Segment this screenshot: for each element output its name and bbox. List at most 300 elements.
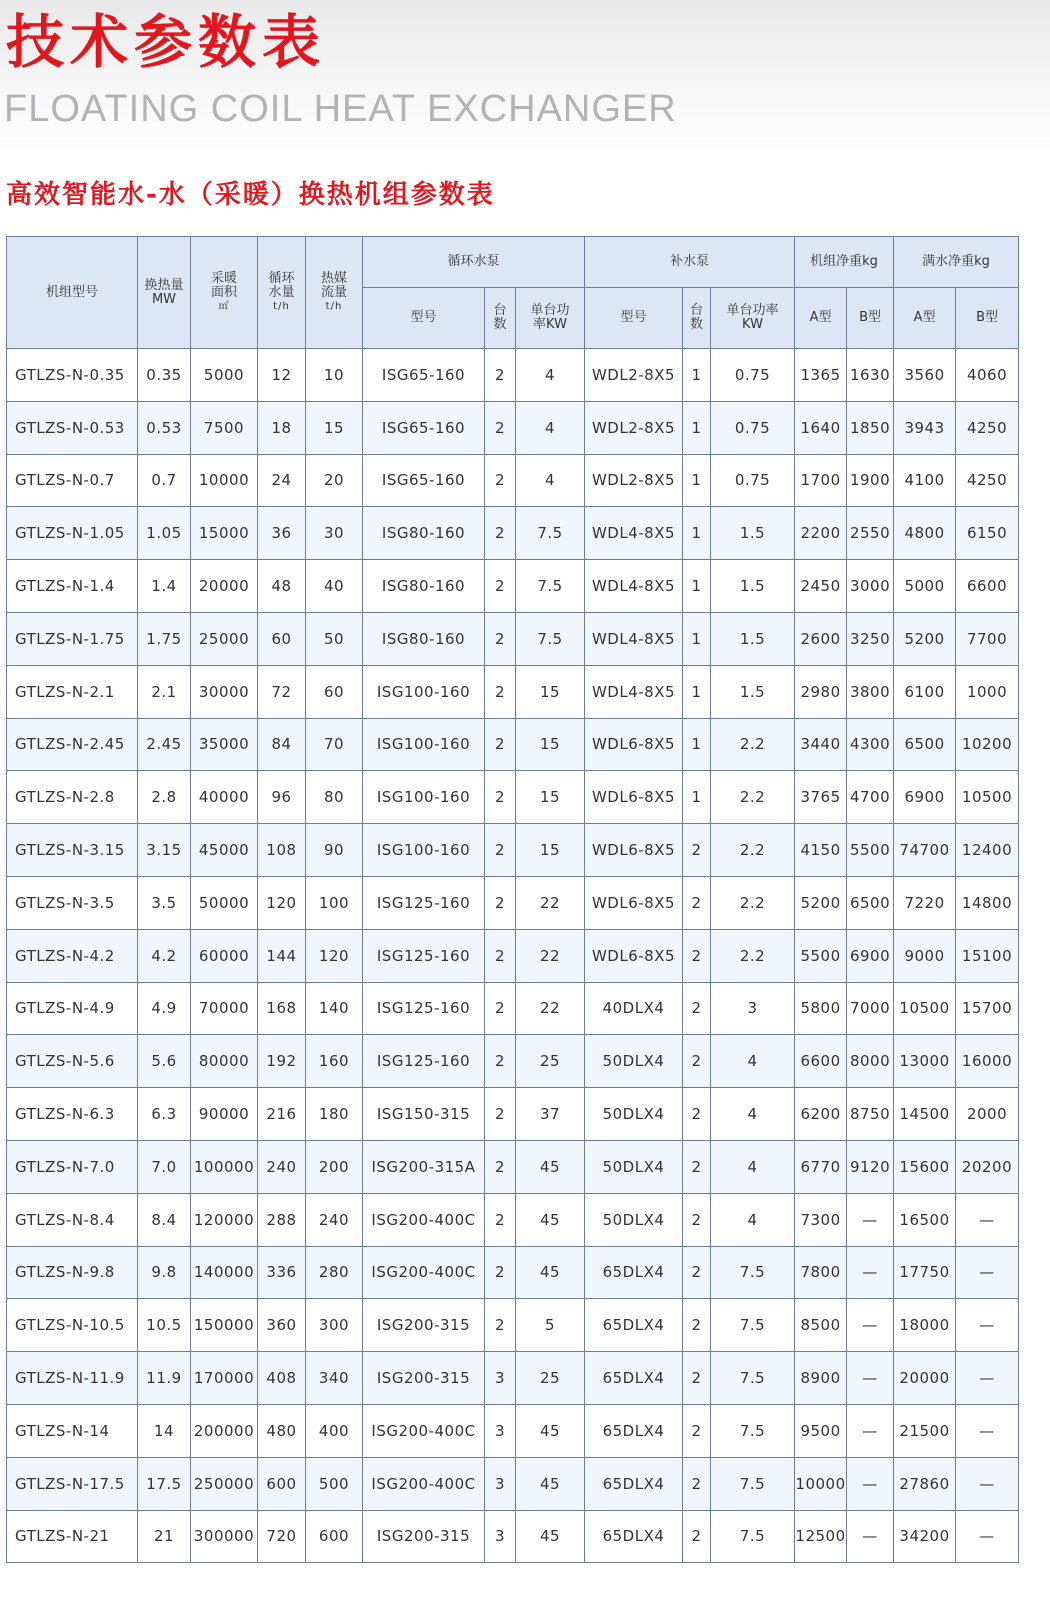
- cell-circ-count: 3: [485, 1352, 516, 1405]
- cell-makeup-power: 2.2: [711, 718, 795, 771]
- cell-full-b: 15700: [956, 982, 1019, 1035]
- cell-circ-flow: 288: [258, 1193, 306, 1246]
- cell-net-b: 1630: [847, 349, 894, 402]
- cell-net-a: 6770: [795, 1140, 847, 1193]
- cell-net-a: 9500: [795, 1404, 847, 1457]
- cell-net-b: —: [847, 1193, 894, 1246]
- cell-media-flow: 90: [306, 824, 363, 877]
- cell-circ-flow: 240: [258, 1140, 306, 1193]
- cell-model: GTLZS-N-4.2: [7, 929, 138, 982]
- cell-makeup-power: 2.2: [711, 876, 795, 929]
- table-body: [7, 349, 1019, 1563]
- cell-circ-type: ISG200-400C: [363, 1457, 485, 1510]
- header-net-b: B型: [847, 288, 894, 349]
- cell-area: 140000: [191, 1246, 258, 1299]
- cell-net-a: 6600: [795, 1035, 847, 1088]
- cell-media-flow: 30: [306, 507, 363, 560]
- cell-circ-flow: 720: [258, 1510, 306, 1563]
- cell-full-a: 27860: [894, 1457, 956, 1510]
- cell-circ-count: 2: [485, 349, 516, 402]
- cell-net-b: —: [847, 1246, 894, 1299]
- cell-circ-count: 3: [485, 1404, 516, 1457]
- cell-circ-type: ISG100-160: [363, 771, 485, 824]
- cell-circ-count: 2: [485, 1088, 516, 1141]
- cell-circ-count: 2: [485, 771, 516, 824]
- cell-media-flow: 140: [306, 982, 363, 1035]
- cell-makeup-power: 7.5: [711, 1352, 795, 1405]
- section-subtitle: 高效智能水-水（采暖）换热机组参数表: [6, 180, 495, 210]
- cell-heat: 0.53: [138, 401, 191, 454]
- cell-makeup-count: 2: [683, 1035, 711, 1088]
- cell-full-a: 9000: [894, 929, 956, 982]
- cell-makeup-power: 1.5: [711, 560, 795, 613]
- cell-model: GTLZS-N-3.5: [7, 876, 138, 929]
- table-row: [7, 401, 1019, 454]
- cell-circ-type: ISG80-160: [363, 560, 485, 613]
- cell-full-b: 10500: [956, 771, 1019, 824]
- cell-model: GTLZS-N-17.5: [7, 1457, 138, 1510]
- cell-circ-type: ISG65-160: [363, 454, 485, 507]
- cell-circ-count: 2: [485, 1035, 516, 1088]
- table-row: [7, 1457, 1019, 1510]
- cell-model: GTLZS-N-2.45: [7, 718, 138, 771]
- cell-net-a: 3440: [795, 718, 847, 771]
- cell-full-b: 12400: [956, 824, 1019, 877]
- cell-net-a: 12500: [795, 1510, 847, 1563]
- cell-area: 30000: [191, 665, 258, 718]
- cell-model: GTLZS-N-1.05: [7, 507, 138, 560]
- cell-heat: 8.4: [138, 1193, 191, 1246]
- cell-net-b: 7000: [847, 982, 894, 1035]
- cell-full-b: 16000: [956, 1035, 1019, 1088]
- cell-circ-type: ISG200-315A: [363, 1140, 485, 1193]
- cell-circ-count: 2: [485, 982, 516, 1035]
- cell-makeup-power: 7.5: [711, 1457, 795, 1510]
- cell-makeup-power: 7.5: [711, 1510, 795, 1563]
- cell-full-b: 10200: [956, 718, 1019, 771]
- cell-makeup-power: 2.2: [711, 771, 795, 824]
- cell-full-b: —: [956, 1352, 1019, 1405]
- cell-area: 50000: [191, 876, 258, 929]
- cell-makeup-count: 1: [683, 560, 711, 613]
- cell-net-b: —: [847, 1352, 894, 1405]
- cell-circ-flow: 336: [258, 1246, 306, 1299]
- cell-net-b: 6900: [847, 929, 894, 982]
- cell-net-b: 5500: [847, 824, 894, 877]
- cell-circ-count: 3: [485, 1457, 516, 1510]
- cell-circ-flow: 96: [258, 771, 306, 824]
- cell-circ-power: 7.5: [516, 560, 585, 613]
- cell-makeup-count: 2: [683, 876, 711, 929]
- header-group-makeup-pump: 补水泵: [585, 237, 795, 288]
- cell-area: 80000: [191, 1035, 258, 1088]
- cell-net-b: —: [847, 1299, 894, 1352]
- cell-full-a: 18000: [894, 1299, 956, 1352]
- cell-full-a: 20000: [894, 1352, 956, 1405]
- cell-net-a: 8900: [795, 1352, 847, 1405]
- cell-circ-power: 45: [516, 1457, 585, 1510]
- cell-media-flow: 100: [306, 876, 363, 929]
- cell-makeup-type: 50DLX4: [585, 1193, 683, 1246]
- cell-circ-type: ISG125-160: [363, 1035, 485, 1088]
- cell-media-flow: 180: [306, 1088, 363, 1141]
- cell-net-b: 3000: [847, 560, 894, 613]
- cell-circ-count: 2: [485, 929, 516, 982]
- cell-net-a: 2200: [795, 507, 847, 560]
- cell-full-a: 74700: [894, 824, 956, 877]
- cell-full-a: 14500: [894, 1088, 956, 1141]
- cell-circ-type: ISG200-315: [363, 1299, 485, 1352]
- cell-circ-count: 2: [485, 1246, 516, 1299]
- cell-model: GTLZS-N-2.1: [7, 665, 138, 718]
- cell-model: GTLZS-N-10.5: [7, 1299, 138, 1352]
- cell-makeup-count: 2: [683, 1299, 711, 1352]
- cell-full-a: 7220: [894, 876, 956, 929]
- cell-net-b: 2550: [847, 507, 894, 560]
- cell-full-a: 5000: [894, 560, 956, 613]
- cell-heat: 3.15: [138, 824, 191, 877]
- cell-net-a: 2980: [795, 665, 847, 718]
- cell-makeup-power: 1.5: [711, 507, 795, 560]
- cell-net-a: 5200: [795, 876, 847, 929]
- cell-area: 120000: [191, 1193, 258, 1246]
- table-row: [7, 1510, 1019, 1563]
- header-full-b: B型: [956, 288, 1019, 349]
- cell-model: GTLZS-N-0.53: [7, 401, 138, 454]
- cell-makeup-type: 40DLX4: [585, 982, 683, 1035]
- cell-full-b: 1000: [956, 665, 1019, 718]
- table-row: [7, 454, 1019, 507]
- cell-net-b: 9120: [847, 1140, 894, 1193]
- cell-media-flow: 50: [306, 612, 363, 665]
- table-row: [7, 665, 1019, 718]
- cell-makeup-type: 50DLX4: [585, 1140, 683, 1193]
- cell-area: 90000: [191, 1088, 258, 1141]
- cell-model: GTLZS-N-9.8: [7, 1246, 138, 1299]
- cell-full-a: 4800: [894, 507, 956, 560]
- cell-makeup-type: 65DLX4: [585, 1246, 683, 1299]
- cell-makeup-count: 2: [683, 824, 711, 877]
- cell-heat: 7.0: [138, 1140, 191, 1193]
- cell-model: GTLZS-N-0.35: [7, 349, 138, 402]
- cell-media-flow: 80: [306, 771, 363, 824]
- cell-net-a: 3765: [795, 771, 847, 824]
- cell-media-flow: 280: [306, 1246, 363, 1299]
- cell-circ-type: ISG65-160: [363, 401, 485, 454]
- cell-circ-flow: 72: [258, 665, 306, 718]
- cell-heat: 17.5: [138, 1457, 191, 1510]
- cell-makeup-count: 1: [683, 401, 711, 454]
- cell-model: GTLZS-N-2.8: [7, 771, 138, 824]
- cell-circ-flow: 216: [258, 1088, 306, 1141]
- cell-area: 40000: [191, 771, 258, 824]
- cell-circ-power: 15: [516, 665, 585, 718]
- header-circ-power: 单台功率KW: [516, 288, 585, 349]
- cell-heat: 11.9: [138, 1352, 191, 1405]
- cell-makeup-count: 2: [683, 1352, 711, 1405]
- cell-full-b: 15100: [956, 929, 1019, 982]
- cell-makeup-power: 2.2: [711, 824, 795, 877]
- table-row: [7, 718, 1019, 771]
- cell-makeup-type: 50DLX4: [585, 1035, 683, 1088]
- cell-circ-flow: 12: [258, 349, 306, 402]
- cell-circ-flow: 192: [258, 1035, 306, 1088]
- table-row: [7, 771, 1019, 824]
- cell-circ-flow: 108: [258, 824, 306, 877]
- cell-circ-power: 45: [516, 1246, 585, 1299]
- parameter-table: [6, 236, 1019, 1563]
- cell-area: 25000: [191, 612, 258, 665]
- cell-net-b: —: [847, 1510, 894, 1563]
- cell-makeup-power: 4: [711, 1140, 795, 1193]
- header-makeup-count: 台数: [683, 288, 711, 349]
- cell-makeup-power: 7.5: [711, 1404, 795, 1457]
- cell-full-b: 6600: [956, 560, 1019, 613]
- cell-makeup-type: 65DLX4: [585, 1404, 683, 1457]
- page-title-cn: 技术参数表: [6, 8, 327, 76]
- cell-net-b: 8750: [847, 1088, 894, 1141]
- cell-full-a: 34200: [894, 1510, 956, 1563]
- header-area: 采暖面积 ㎡: [191, 237, 258, 349]
- cell-makeup-power: 3: [711, 982, 795, 1035]
- cell-media-flow: 500: [306, 1457, 363, 1510]
- table-row: [7, 1035, 1019, 1088]
- cell-circ-type: ISG100-160: [363, 665, 485, 718]
- cell-circ-power: 25: [516, 1035, 585, 1088]
- cell-area: 35000: [191, 718, 258, 771]
- cell-makeup-power: 1.5: [711, 665, 795, 718]
- cell-full-a: 3943: [894, 401, 956, 454]
- cell-net-a: 8500: [795, 1299, 847, 1352]
- cell-net-b: 3800: [847, 665, 894, 718]
- table-row: [7, 1352, 1019, 1405]
- cell-area: 15000: [191, 507, 258, 560]
- cell-model: GTLZS-N-4.9: [7, 982, 138, 1035]
- cell-circ-count: 2: [485, 401, 516, 454]
- cell-heat: 2.45: [138, 718, 191, 771]
- cell-model: GTLZS-N-3.15: [7, 824, 138, 877]
- cell-media-flow: 120: [306, 929, 363, 982]
- header-circ-flow: 循环水量 t/h: [258, 237, 306, 349]
- cell-circ-count: 2: [485, 824, 516, 877]
- cell-area: 10000: [191, 454, 258, 507]
- cell-media-flow: 10: [306, 349, 363, 402]
- cell-makeup-power: 0.75: [711, 349, 795, 402]
- cell-heat: 1.05: [138, 507, 191, 560]
- cell-net-a: 1365: [795, 349, 847, 402]
- cell-circ-power: 5: [516, 1299, 585, 1352]
- cell-area: 5000: [191, 349, 258, 402]
- cell-media-flow: 200: [306, 1140, 363, 1193]
- cell-circ-power: 22: [516, 876, 585, 929]
- cell-net-a: 7800: [795, 1246, 847, 1299]
- cell-full-b: —: [956, 1193, 1019, 1246]
- cell-full-b: —: [956, 1457, 1019, 1510]
- cell-circ-power: 22: [516, 982, 585, 1035]
- cell-circ-power: 25: [516, 1352, 585, 1405]
- cell-makeup-type: 65DLX4: [585, 1510, 683, 1563]
- cell-heat: 9.8: [138, 1246, 191, 1299]
- cell-circ-power: 45: [516, 1510, 585, 1563]
- cell-circ-power: 7.5: [516, 612, 585, 665]
- cell-circ-flow: 168: [258, 982, 306, 1035]
- cell-circ-power: 4: [516, 401, 585, 454]
- cell-full-a: 6500: [894, 718, 956, 771]
- cell-model: GTLZS-N-14: [7, 1404, 138, 1457]
- cell-model: GTLZS-N-8.4: [7, 1193, 138, 1246]
- header-group-full-weight: 满水净重kg: [894, 237, 1019, 288]
- cell-full-a: 10500: [894, 982, 956, 1035]
- cell-area: 70000: [191, 982, 258, 1035]
- table-row: [7, 1246, 1019, 1299]
- table-row: [7, 1193, 1019, 1246]
- cell-circ-flow: 480: [258, 1404, 306, 1457]
- cell-makeup-count: 1: [683, 349, 711, 402]
- cell-net-a: 7300: [795, 1193, 847, 1246]
- header-circ-count: 台数: [485, 288, 516, 349]
- cell-full-b: 6150: [956, 507, 1019, 560]
- table-row: [7, 1088, 1019, 1141]
- header-area-unit: ㎡: [218, 300, 230, 312]
- table-row: [7, 876, 1019, 929]
- table-row: [7, 560, 1019, 613]
- cell-circ-count: 2: [485, 507, 516, 560]
- cell-circ-flow: 24: [258, 454, 306, 507]
- cell-full-a: 6900: [894, 771, 956, 824]
- cell-heat: 10.5: [138, 1299, 191, 1352]
- cell-model: GTLZS-N-21: [7, 1510, 138, 1563]
- cell-full-a: 3560: [894, 349, 956, 402]
- cell-heat: 4.2: [138, 929, 191, 982]
- cell-makeup-type: WDL4-8X5: [585, 665, 683, 718]
- cell-full-a: 16500: [894, 1193, 956, 1246]
- cell-makeup-type: WDL6-8X5: [585, 824, 683, 877]
- cell-circ-flow: 408: [258, 1352, 306, 1405]
- cell-circ-power: 7.5: [516, 507, 585, 560]
- cell-makeup-count: 2: [683, 1193, 711, 1246]
- cell-model: GTLZS-N-1.75: [7, 612, 138, 665]
- cell-makeup-count: 2: [683, 1088, 711, 1141]
- cell-circ-power: 15: [516, 824, 585, 877]
- cell-circ-power: 45: [516, 1193, 585, 1246]
- cell-makeup-count: 2: [683, 982, 711, 1035]
- cell-net-a: 4150: [795, 824, 847, 877]
- cell-circ-flow: 600: [258, 1457, 306, 1510]
- cell-media-flow: 300: [306, 1299, 363, 1352]
- cell-circ-count: 2: [485, 718, 516, 771]
- cell-circ-count: 2: [485, 560, 516, 613]
- cell-makeup-count: 1: [683, 665, 711, 718]
- cell-circ-flow: 36: [258, 507, 306, 560]
- cell-full-b: —: [956, 1404, 1019, 1457]
- cell-net-a: 5800: [795, 982, 847, 1035]
- cell-circ-flow: 18: [258, 401, 306, 454]
- cell-circ-power: 45: [516, 1140, 585, 1193]
- cell-makeup-count: 1: [683, 507, 711, 560]
- cell-net-a: 10000: [795, 1457, 847, 1510]
- cell-area: 170000: [191, 1352, 258, 1405]
- cell-net-a: 6200: [795, 1088, 847, 1141]
- cell-media-flow: 340: [306, 1352, 363, 1405]
- cell-model: GTLZS-N-7.0: [7, 1140, 138, 1193]
- cell-heat: 1.4: [138, 560, 191, 613]
- cell-makeup-count: 1: [683, 454, 711, 507]
- cell-makeup-power: 1.5: [711, 612, 795, 665]
- cell-circ-type: ISG150-315: [363, 1088, 485, 1141]
- cell-makeup-count: 2: [683, 1140, 711, 1193]
- cell-heat: 21: [138, 1510, 191, 1563]
- cell-makeup-type: WDL2-8X5: [585, 454, 683, 507]
- cell-makeup-count: 2: [683, 1510, 711, 1563]
- cell-area: 100000: [191, 1140, 258, 1193]
- cell-makeup-type: WDL2-8X5: [585, 401, 683, 454]
- cell-net-b: —: [847, 1457, 894, 1510]
- cell-circ-count: 2: [485, 1299, 516, 1352]
- table-row: [7, 982, 1019, 1035]
- cell-makeup-count: 2: [683, 929, 711, 982]
- cell-net-b: 1900: [847, 454, 894, 507]
- cell-makeup-type: WDL4-8X5: [585, 507, 683, 560]
- cell-circ-count: 2: [485, 612, 516, 665]
- cell-circ-count: 2: [485, 876, 516, 929]
- cell-full-b: 4250: [956, 454, 1019, 507]
- cell-makeup-count: 2: [683, 1246, 711, 1299]
- cell-circ-type: ISG125-160: [363, 876, 485, 929]
- cell-full-a: 5200: [894, 612, 956, 665]
- cell-media-flow: 40: [306, 560, 363, 613]
- cell-full-a: 6100: [894, 665, 956, 718]
- cell-circ-power: 22: [516, 929, 585, 982]
- cell-circ-power: 4: [516, 349, 585, 402]
- cell-net-b: 1850: [847, 401, 894, 454]
- table-row: [7, 1140, 1019, 1193]
- cell-area: 60000: [191, 929, 258, 982]
- table-row: [7, 824, 1019, 877]
- header-circ-type: 型号: [363, 288, 485, 349]
- table-row: [7, 507, 1019, 560]
- cell-makeup-type: WDL2-8X5: [585, 349, 683, 402]
- cell-circ-type: ISG200-315: [363, 1352, 485, 1405]
- cell-heat: 3.5: [138, 876, 191, 929]
- cell-full-b: —: [956, 1299, 1019, 1352]
- cell-full-b: 4060: [956, 349, 1019, 402]
- cell-circ-count: 2: [485, 665, 516, 718]
- cell-heat: 2.1: [138, 665, 191, 718]
- cell-makeup-power: 2.2: [711, 929, 795, 982]
- cell-circ-flow: 144: [258, 929, 306, 982]
- cell-circ-type: ISG200-315: [363, 1510, 485, 1563]
- table-row: [7, 349, 1019, 402]
- cell-heat: 6.3: [138, 1088, 191, 1141]
- cell-net-a: 1640: [795, 401, 847, 454]
- cell-circ-power: 4: [516, 454, 585, 507]
- cell-makeup-power: 4: [711, 1193, 795, 1246]
- table-row: [7, 612, 1019, 665]
- table-row: [7, 1404, 1019, 1457]
- cell-circ-flow: 120: [258, 876, 306, 929]
- header-circ-flow-unit: t/h: [273, 300, 290, 312]
- cell-makeup-type: 50DLX4: [585, 1088, 683, 1141]
- cell-model: GTLZS-N-5.6: [7, 1035, 138, 1088]
- cell-makeup-count: 2: [683, 1457, 711, 1510]
- cell-model: GTLZS-N-1.4: [7, 560, 138, 613]
- cell-circ-type: ISG200-400C: [363, 1246, 485, 1299]
- cell-media-flow: 240: [306, 1193, 363, 1246]
- cell-net-a: 1700: [795, 454, 847, 507]
- cell-full-b: 14800: [956, 876, 1019, 929]
- cell-heat: 0.7: [138, 454, 191, 507]
- cell-area: 150000: [191, 1299, 258, 1352]
